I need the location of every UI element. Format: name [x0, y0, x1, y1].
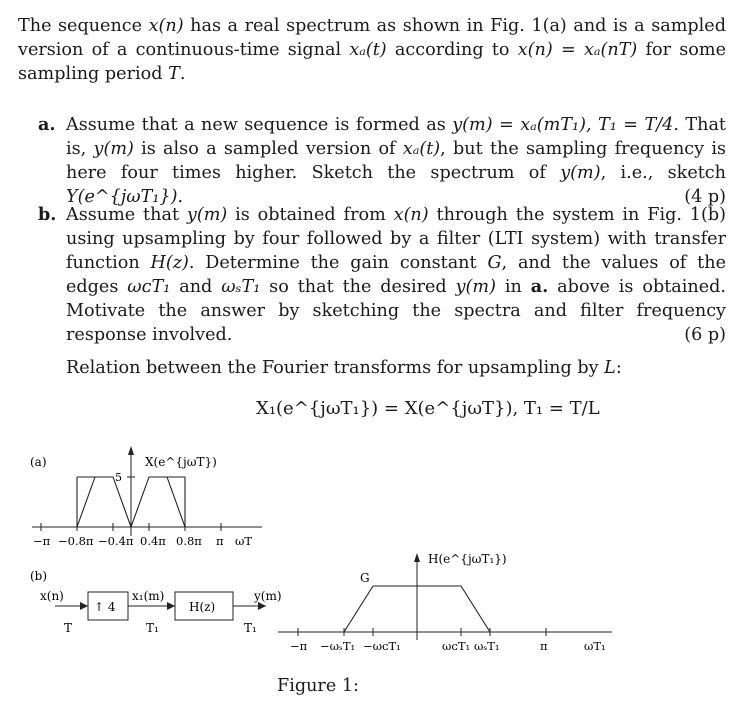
fig-a-tick-label: π [216, 534, 224, 548]
relation-text: Relation between the Fourier transforms for upsampling by [66, 358, 605, 378]
fig-a-tick-label: 0.4π [140, 534, 166, 548]
figure-caption: Figure 1: [277, 676, 359, 696]
part-a-text: , i.e., sketch [600, 163, 726, 183]
fig-h-tick-label: ωₛT₁ [474, 639, 500, 653]
fig-h-tick-label: π [540, 639, 548, 653]
intro-relation: x(n) = xₐ(nT) [517, 40, 638, 60]
fig-h-gain: G [360, 571, 370, 585]
fig-h-title: H(e^{jωT₁}) [428, 552, 507, 566]
fig-b-arrow-3 [258, 602, 266, 610]
fig-a-axis-label: ωT [235, 534, 253, 548]
part-b-points: (6 p) [684, 325, 726, 345]
part-b-xn: x(n) [393, 205, 429, 225]
fig-h-tick-label: −ωᴄT₁ [363, 639, 401, 653]
fig-a-label: (a) [30, 455, 47, 469]
part-b-text: and [170, 277, 222, 297]
intro-xn: x(n) [148, 16, 184, 36]
upsampling-formula: X₁(e^{jωT₁}) = X(e^{jωT}), T₁ = T/L [256, 398, 600, 419]
part-a-text: . That is, [66, 115, 727, 159]
intro-text: has a real spectrum as shown in Fig. 1(a) and is a sampled version of a continuous-time signal [18, 16, 726, 60]
part-b-wsT1: ωₛT₁ [221, 277, 261, 297]
fig-b-input: x(n) [40, 589, 64, 603]
part-a-Y: Y(e^{jωT₁}) [66, 187, 178, 207]
fig-a-level: 5 [115, 471, 122, 484]
part-b-G: G [487, 253, 502, 273]
fig-a-tick-label: −π [33, 534, 51, 548]
fig-b-T: T [64, 621, 73, 635]
fig-b-arrow-2 [167, 602, 175, 610]
fig-h-axis-label: ωT₁ [584, 639, 606, 653]
fig-a-vert-arrow [128, 446, 134, 455]
intro-T: T [168, 64, 180, 84]
fig-a-tick-label: 0.8π [176, 534, 202, 548]
intro-text: . [179, 64, 186, 84]
part-b-text: so that the desired [260, 277, 456, 297]
part-b-text: , and the values of the edges [66, 253, 726, 297]
part-b-text: is obtained from [227, 205, 394, 225]
part-b-label: b. [38, 204, 57, 225]
fig-h-tick-label: −π [290, 639, 308, 653]
intro-text: for some sampling period [18, 40, 726, 84]
fig-h-tick-label: ωᴄT₁ [442, 639, 471, 653]
part-b-wcT1: ωᴄT₁ [127, 277, 171, 297]
part-b-Hz: H(z) [150, 253, 189, 273]
intro-text: The sequence [18, 16, 149, 36]
part-b-ym: y(m) [455, 277, 496, 297]
part-a-text: . [177, 187, 184, 207]
part-a-label: a. [38, 114, 56, 135]
intro-text: according to [386, 40, 518, 60]
fig-b-arrow-1 [80, 602, 88, 610]
relation-L: L [604, 358, 616, 378]
part-b-ym: y(m) [186, 205, 228, 225]
part-a-ym: y(m) [560, 163, 601, 183]
part-b-aref: a. [530, 276, 549, 297]
fig-b-upsampler-label: ↑ 4 [94, 600, 116, 614]
part-b-text: Assume that [66, 205, 187, 225]
part-a-eq: y(m) = xₐ(mT₁), T₁ = T/4 [452, 115, 674, 135]
part-a-xat: xₐ(t) [402, 139, 441, 159]
intro-xat: xₐ(t) [349, 40, 387, 60]
fig-b-output: y(m) [254, 589, 282, 603]
fig-b-T1: T₁ [146, 621, 159, 635]
fig-h-vert-arrow [414, 553, 420, 562]
fig-h-tick-label: −ωₛT₁ [320, 639, 356, 653]
fig-a-title: X(e^{jωT}) [145, 455, 217, 469]
part-a-text: is also a sampled version of [133, 139, 403, 159]
part-a-ym: y(m) [93, 139, 134, 159]
relation-text: : [615, 358, 622, 378]
fig-b-filter-label: H(z) [189, 600, 216, 614]
part-a-points: (4 p) [684, 187, 726, 207]
fig-a-tick-label: −0.4π [98, 534, 134, 548]
part-b-text: through the system in Fig. 1(b) using upsampling by four followed by a filter (LTI system) with transfer function [66, 205, 726, 273]
part-b-text: . Determine the gain constant [188, 253, 488, 273]
fig-a-tick-label: −0.8π [58, 534, 94, 548]
part-a-text: Assume that a new sequence is formed as [66, 115, 453, 135]
fig-b-label: (b) [30, 569, 48, 583]
part-b-text: in [495, 277, 531, 297]
part-b-text: above is obtained. Motivate the answer by sketching the spectra and filter frequency response involved. [66, 277, 726, 345]
fig-b-mid: x₁(m) [132, 589, 165, 603]
part-a-text: , but the sampling frequency is here four times higher. Sketch the spectrum of [66, 139, 726, 183]
fig-b-T1b: T₁ [244, 621, 257, 635]
